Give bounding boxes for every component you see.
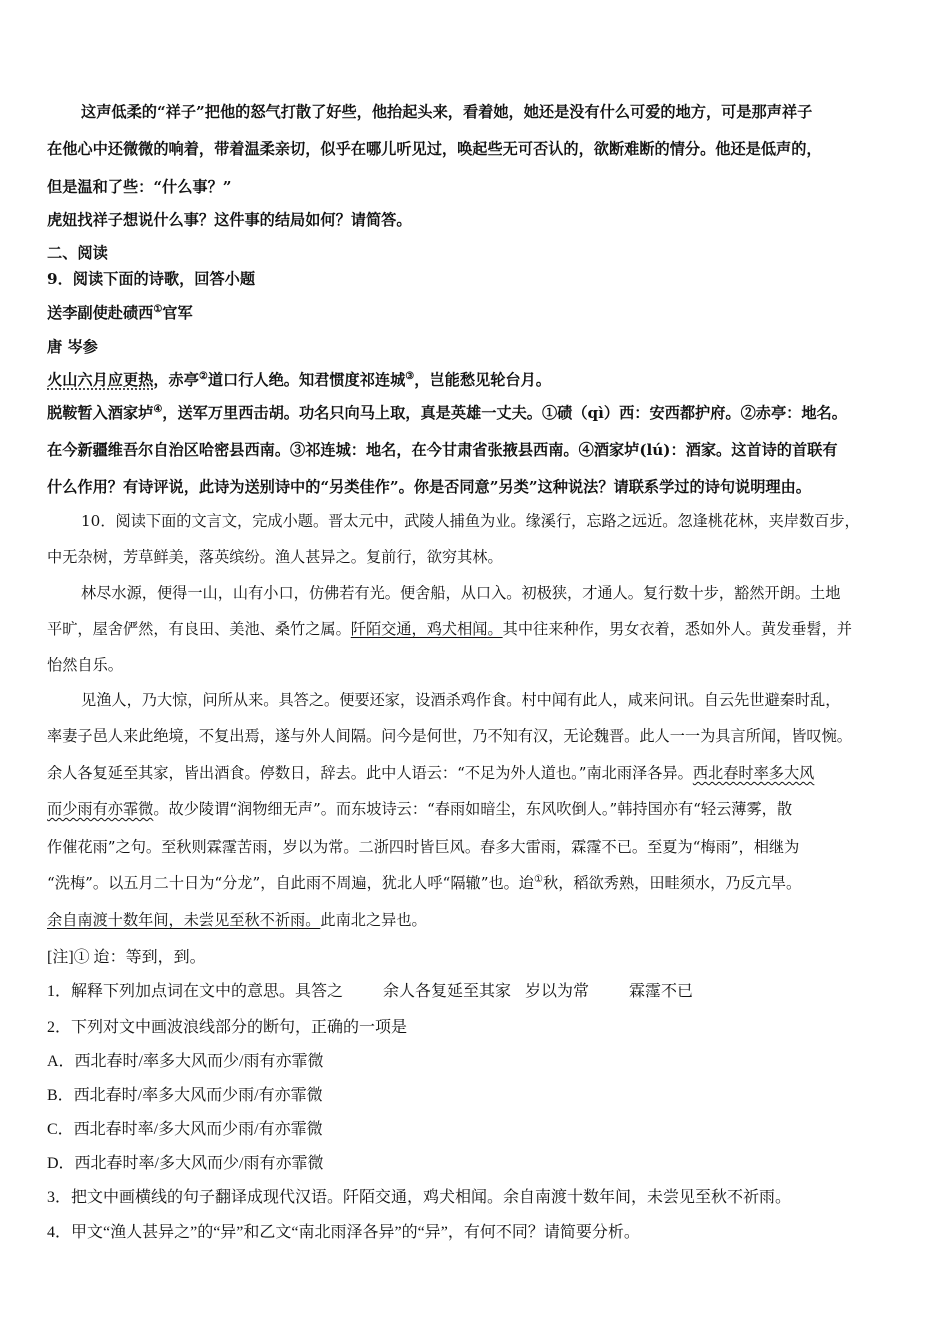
q10-text-line: 平旷，屋舍俨然，有良田、美池、桑竹之属。阡陌交通，鸡犬相闻。其中往来种作，男女衣着，悉如外人。黄发垂髫，并 <box>47 620 852 638</box>
passage-line: 但是温和了些：“什么事？” <box>47 178 232 196</box>
wavy-sentence: 西北春时率多大风 <box>692 764 815 782</box>
option-c: C．西北春时率/多大风而少雨/有亦霏微 <box>47 1121 323 1138</box>
sub-question-1: 1．解释下列加点词在文中的意思。具答之 余人各复延至其家 岁以为常 霖霪不已 <box>47 983 694 1000</box>
q10-text-line: 而少雨有亦霏微。故少陵谓“润物细无声”。而东坡诗云：“春雨如暗尘，东风吹倒人。”韩持国亦有“轻云薄雾，散 <box>47 800 793 818</box>
poem-notes: 在今新疆维吾尔自治区哈密县西南。③祁连城：地名，在今甘肃省张掖县西南。④酒家垆(lú)：酒家。这首诗的首联有 <box>47 441 838 459</box>
q10-text-line: 余人各复延至其家，皆出酒食。停数日，辞去。此中人语云：“不足为外人道也。”南北雨泽各异。西北春时率多大风 <box>47 764 815 782</box>
option-b: B．西北春时/率多大风而少雨/有亦霏微 <box>47 1087 323 1104</box>
footnote: [注]① 迨：等到，到。 <box>47 949 206 966</box>
poem-title: 送李副使赴碛西①官军 <box>47 303 193 322</box>
q10-text-line: 余自南渡十数年间，未尝见至秋不祈雨。此南北之异也。 <box>47 911 427 929</box>
wavy-sentence: 而少雨有亦霏微 <box>47 800 154 818</box>
q10-text-line: 怡然自乐。 <box>47 656 123 674</box>
q10-text-line: 见渔人，乃大惊，问所从来。具答之。便要还家，设酒杀鸡作食。村中闻有此人，咸来问讯。自云先世避秦时乱， <box>81 691 841 709</box>
poem-question: 什么作用？有诗评说，此诗为送别诗中的“另类佳作”。你是否同意”另类”这种说法？请联系学过的诗句说明理由。 <box>47 478 811 496</box>
q10-text-line: 率妻子邑人来此绝境，不复出焉，遂与外人间隔。问今是何世，乃不知有汉，无论魏晋。此人一一为具言所闻，皆叹惋。 <box>47 727 852 745</box>
sub-question-2: 2．下列对文中画波浪线部分的断句，正确的一项是 <box>47 1019 408 1036</box>
sub-question-3: 3．把文中画横线的句子翻译成现代汉语。阡陌交通，鸡犬相闻。余自南渡十数年间，未尝见至秋不祈雨。 <box>47 1189 792 1206</box>
section-heading: 二、阅读 <box>47 244 108 262</box>
passage-line: 在他心中还微微的响着，带着温柔亲切，似乎在哪儿听见过，唤起些无可否认的，欲断难断的情分。他还是低声的， <box>47 140 822 158</box>
q10-text-line: 作催花雨”之句。至秋则霖霪苦雨，岁以为常。二浙四时皆巨风。春多大雷雨，霖霪不已。至夏为“梅雨”，相继为 <box>47 838 800 856</box>
question-8-prompt: 虎妞找祥子想说什么事？这件事的结局如何？请简答。 <box>47 211 412 229</box>
poem-line: 脱鞍暂入酒家垆④，送军万里西击胡。功名只向马上取，真是英雄一丈夫。①碛（qì）西：安西都护府。②赤亭：地名。 <box>47 403 847 422</box>
passage-line: 这声低柔的“祥子”把他的怒气打散了好些，他抬起头来，看着她，她还是没有什么可爱的地方，可是那声祥子 <box>81 103 813 121</box>
question-9-prompt: 9．阅读下面的诗歌，回答小题 <box>47 270 256 288</box>
q10-text-line: 中无杂树，芳草鲜美，落英缤纷。渔人甚异之。复前行，欲穷其林。 <box>47 548 503 566</box>
q10-text-line: 10．阅读下面的文言文，完成小题。晋太元中，武陵人捕鱼为业。缘溪行，忘路之远近。忽逢桃花林，夹岸数百步， <box>81 512 860 530</box>
sub-question-4: 4．甲文“渔人甚异之”的“异”和乙文“南北雨泽各异”的“异”，有何不同？请简要分析。 <box>47 1224 640 1241</box>
underlined-sentence: 余自南渡十数年间，未尝见至秋不祈雨。 <box>47 911 321 929</box>
option-a: A．西北春时/率多大风而少/雨有亦霏微 <box>47 1053 324 1070</box>
option-d: D．西北春时率/多大风而少/雨有亦霏微 <box>47 1155 324 1172</box>
underlined-sentence: 阡陌交通，鸡犬相闻。 <box>350 620 503 638</box>
poem-line: 火山六月应更热，赤亭②道口行人绝。知君惯度祁连城③，岂能愁见轮台月。 <box>47 370 551 389</box>
q10-text-line: “洗梅”。以五月二十日为“分龙”，自此雨不周遍，犹北人呼“隔辙”也。迨①秋，稻欲秀熟，田畦须水，乃反亢旱。 <box>47 873 802 892</box>
q10-text-line: 林尽水源，便得一山，山有小口，仿佛若有光。便舍船，从口入。初极狭，才通人。复行数十步，豁然开朗。土地 <box>81 584 841 602</box>
poem-author: 唐 岑参 <box>47 338 98 356</box>
